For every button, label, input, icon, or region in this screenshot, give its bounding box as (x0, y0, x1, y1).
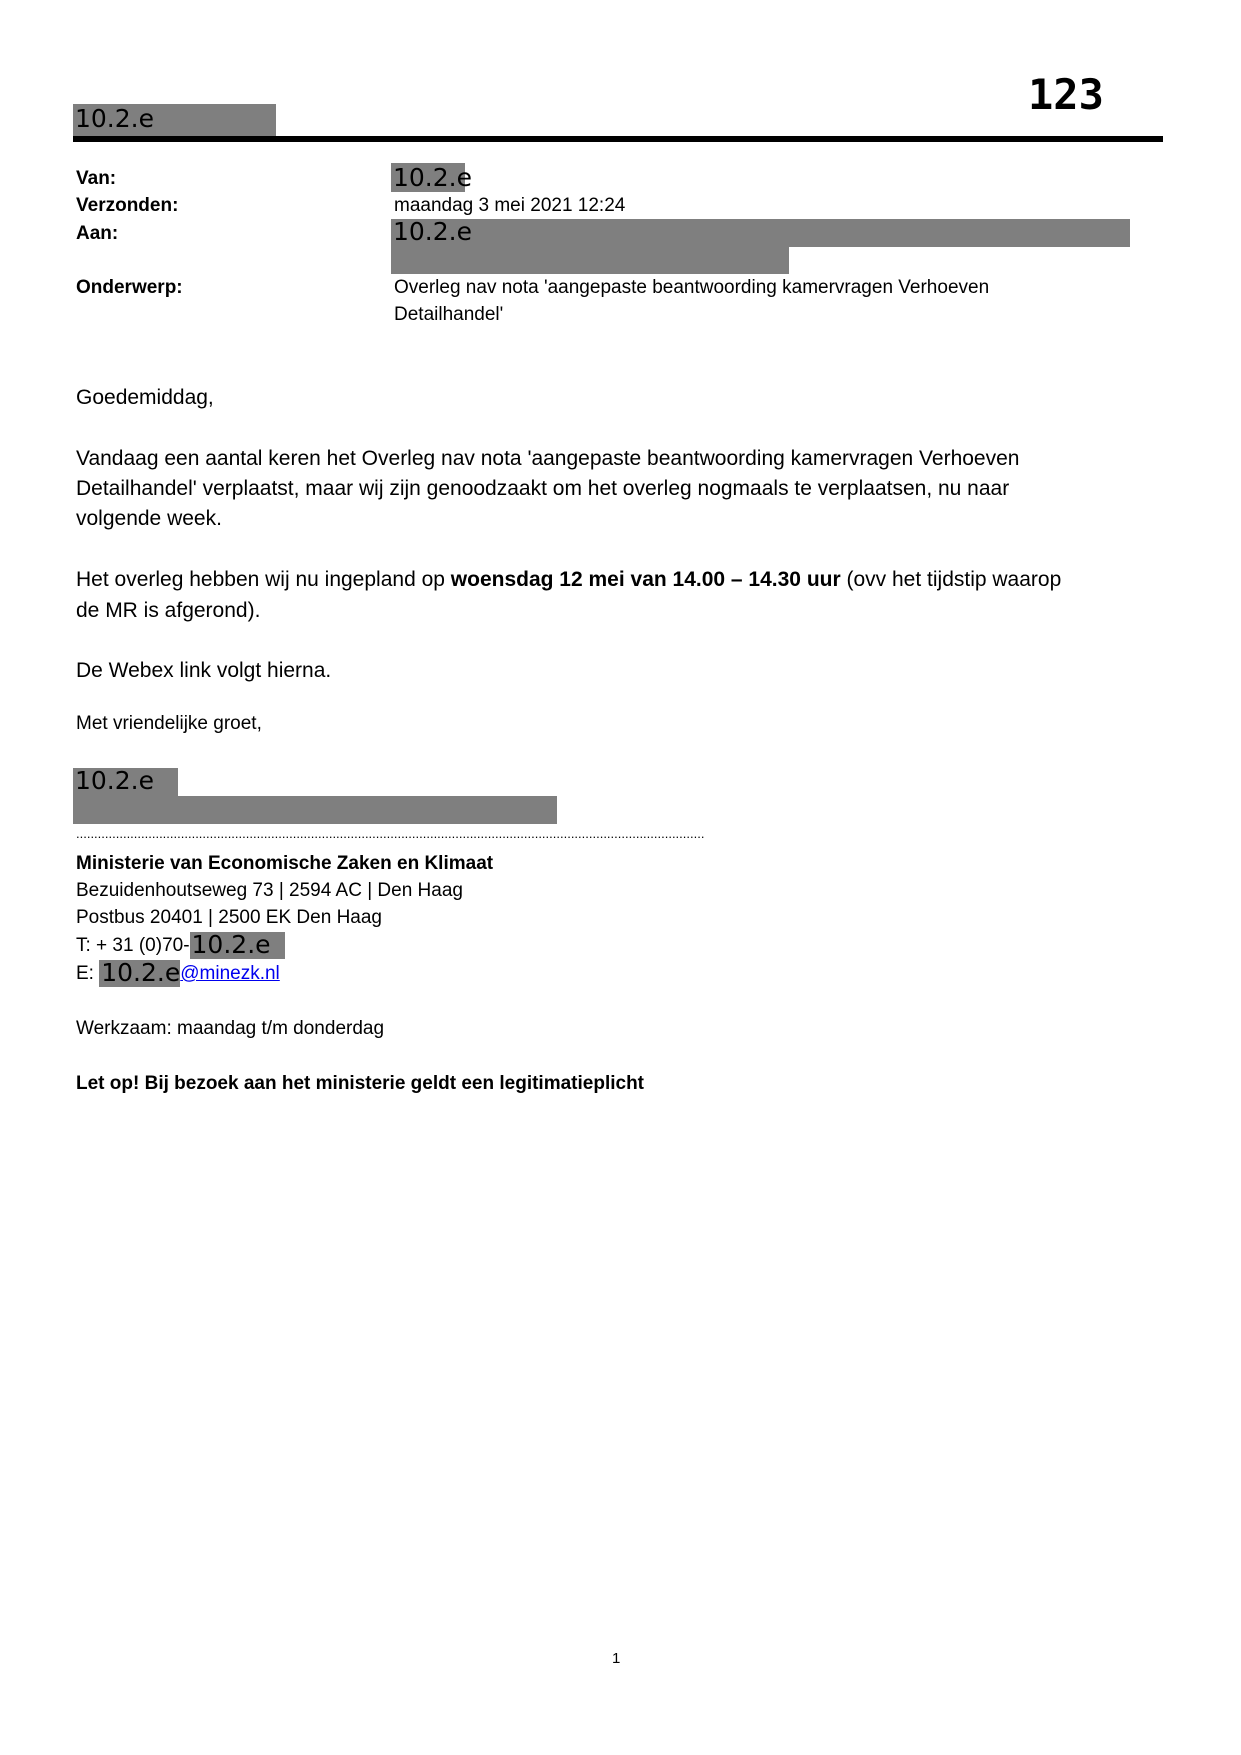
phone-redaction: 10.2.e (190, 932, 285, 959)
paragraph-3: De Webex link volgt hierna. (76, 659, 332, 682)
onderwerp-line1: Overleg nav nota 'aangepaste beantwoording kamervragen Verhoeven (394, 277, 990, 298)
phone-line (76, 932, 285, 959)
email-prefix: E: (76, 963, 100, 984)
email-redaction: 10.2.e (101, 958, 181, 987)
onderwerp-line2: Detailhandel' (394, 304, 504, 325)
closing: Met vriendelijke groet, (76, 713, 262, 734)
org-postbus: Postbus 20401 | 2500 EK Den Haag (76, 907, 382, 928)
meeting-time: woensdag 12 mei van 14.00 – 14.30 uur (450, 568, 841, 591)
paragraph-1-line-3: volgende week. (76, 507, 222, 530)
page-number: 123 (1028, 70, 1104, 119)
org-address: Bezuidenhoutseweg 73 | 2594 AC | Den Haag (76, 880, 463, 901)
para2-text-end: (ovv het tijdstip waarop (840, 568, 1062, 591)
paragraph-2-line-1 (76, 565, 1061, 595)
signature-separator: .............................................................................................................................................................................. (76, 826, 705, 841)
email-line (76, 960, 280, 987)
greeting: Goedemiddag, (76, 386, 214, 409)
header-sender-redaction (73, 104, 276, 138)
footer-page-number: 1 (612, 1650, 621, 1667)
id-notice: Let op! Bij bezoek aan het ministerie geldt een legitimatieplicht (76, 1073, 644, 1094)
signature-redaction-line1 (73, 768, 178, 796)
redaction-label: 10.2.e (75, 104, 154, 133)
email-domain-link[interactable]: @minezk.nl (180, 963, 280, 984)
van-redaction (391, 163, 472, 192)
verzonden-value: maandag 3 mei 2021 12:24 (394, 195, 626, 216)
redaction-label: 10.2.e (393, 217, 472, 246)
van-label: Van: (76, 168, 117, 189)
redaction-label: 10.2.e (75, 766, 154, 795)
paragraph-2-line-2: de MR is afgerond). (76, 599, 261, 622)
aan-redaction-line2 (391, 247, 789, 274)
aan-redaction-line1 (391, 219, 1130, 247)
para2-text: Het overleg hebben wij nu ingepland op (76, 568, 451, 591)
signature-redaction-line2 (73, 796, 557, 824)
header-rule (73, 136, 1163, 142)
verzonden-label: Verzonden: (76, 195, 179, 216)
aan-label: Aan: (76, 223, 119, 244)
paragraph-1-line-2: Detailhandel' verplaatst, maar wij zijn genoodzaakt om het overleg nogmaals te verplaatsen, nu naar (76, 477, 1010, 500)
paragraph-1-line-1: Vandaag een aantal keren het Overleg nav nota 'aangepaste beantwoording kamervragen Verhoeven (76, 447, 1020, 470)
workdays: Werkzaam: maandag t/m donderdag (76, 1018, 385, 1039)
org-name: Ministerie van Economische Zaken en Klimaat (76, 853, 494, 874)
phone-prefix: T: + 31 (0)70- (76, 935, 190, 956)
onderwerp-label: Onderwerp: (76, 277, 183, 298)
redaction-label: 10.2.e (393, 163, 472, 192)
